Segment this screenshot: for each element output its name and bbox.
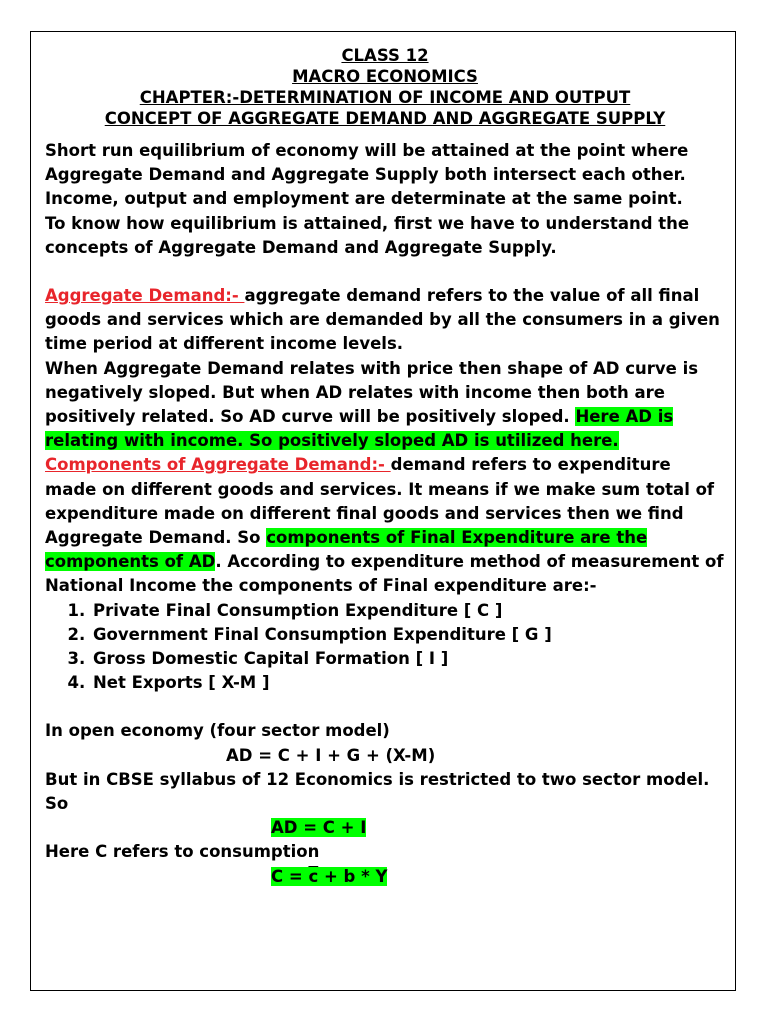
components-list (45, 599, 725, 696)
aggregate-demand-term: Aggregate Demand:- (45, 286, 245, 306)
ad-slope-paragraph (45, 357, 725, 454)
intro-paragraph-1: Short run equilibrium of economy will be attained at the point where Aggregate Demand and Aggregate Supply both intersect each other. Income, output and employment are determinate at the same point. (45, 141, 689, 209)
ad-slope-text: When Aggregate Demand relates with price then shape of AD curve is negatively sloped. But when AD relates with income then both are positively related. So AD curve will be positively sloped. (45, 358, 699, 427)
list-item: 1. Private Final Consumption Expenditure [ C ] (91, 599, 725, 623)
document-heading (45, 45, 725, 129)
list-item: 2. Government Final Consumption Expenditure [ G ] (91, 623, 725, 647)
components-text-2: . According to expenditure method of measurement of National Income the components of Final expenditure are:- (45, 552, 724, 596)
components-highlight: components of Final Expenditure are the components of AD (45, 528, 648, 572)
components-term: Components of Aggregate Demand:- (45, 455, 391, 475)
document-content (45, 45, 725, 889)
consumption-eq-suffix: + b * Y (318, 866, 388, 886)
consumption-equation (271, 867, 387, 886)
list-item: 3. Gross Domestic Capital Formation [ I ] (91, 647, 725, 671)
four-sector-equation: AD = C + I + G + (X-M) (226, 745, 436, 765)
list-item: 4. Net Exports [ X-M ] (91, 671, 725, 695)
components-text-1: demand refers to expenditure made on different goods and services. It means if we make sum total of expenditure made on different final goods and services then we find Aggregate Demand. So (45, 455, 715, 548)
open-economy-intro: In open economy (four sector model) (45, 721, 390, 741)
two-sector-equation: AD = C + I (271, 818, 367, 838)
consumption-equation-line (45, 865, 725, 889)
aggregate-demand-definition (45, 284, 725, 357)
aggregate-demand-definition-text: aggregate demand refers to the value of all final goods and services which are demanded by all the consumers in a given time period at different income levels. (45, 286, 720, 354)
autonomous-consumption-symbol: $\overline{c}$ (308, 866, 319, 886)
consumption-paragraph: Here C refers to consumption (45, 842, 320, 862)
ad-slope-highlight: Here AD is relating with income. So positively sloped AD is utilized here. (45, 407, 674, 451)
components-paragraph (45, 453, 725, 598)
class-title: CLASS 12 (341, 46, 429, 65)
subject-title: MACRO ECONOMICS (292, 67, 478, 86)
concept-title: CONCEPT OF AGGREGATE DEMAND AND AGGREGATE SUPPLY (104, 109, 666, 128)
consumption-eq-prefix: C = (271, 866, 309, 886)
two-sector-equation-line (45, 816, 725, 840)
chapter-title: CHAPTER:-DETERMINATION OF INCOME AND OUTPUT (139, 88, 631, 107)
intro-paragraph-2: To know how equilibrium is attained, first we have to understand the concepts of Aggregate Demand and Aggregate Supply. (45, 213, 690, 257)
cbse-paragraph: But in CBSE syllabus of 12 Economics is restricted to two sector model. So (45, 769, 710, 814)
